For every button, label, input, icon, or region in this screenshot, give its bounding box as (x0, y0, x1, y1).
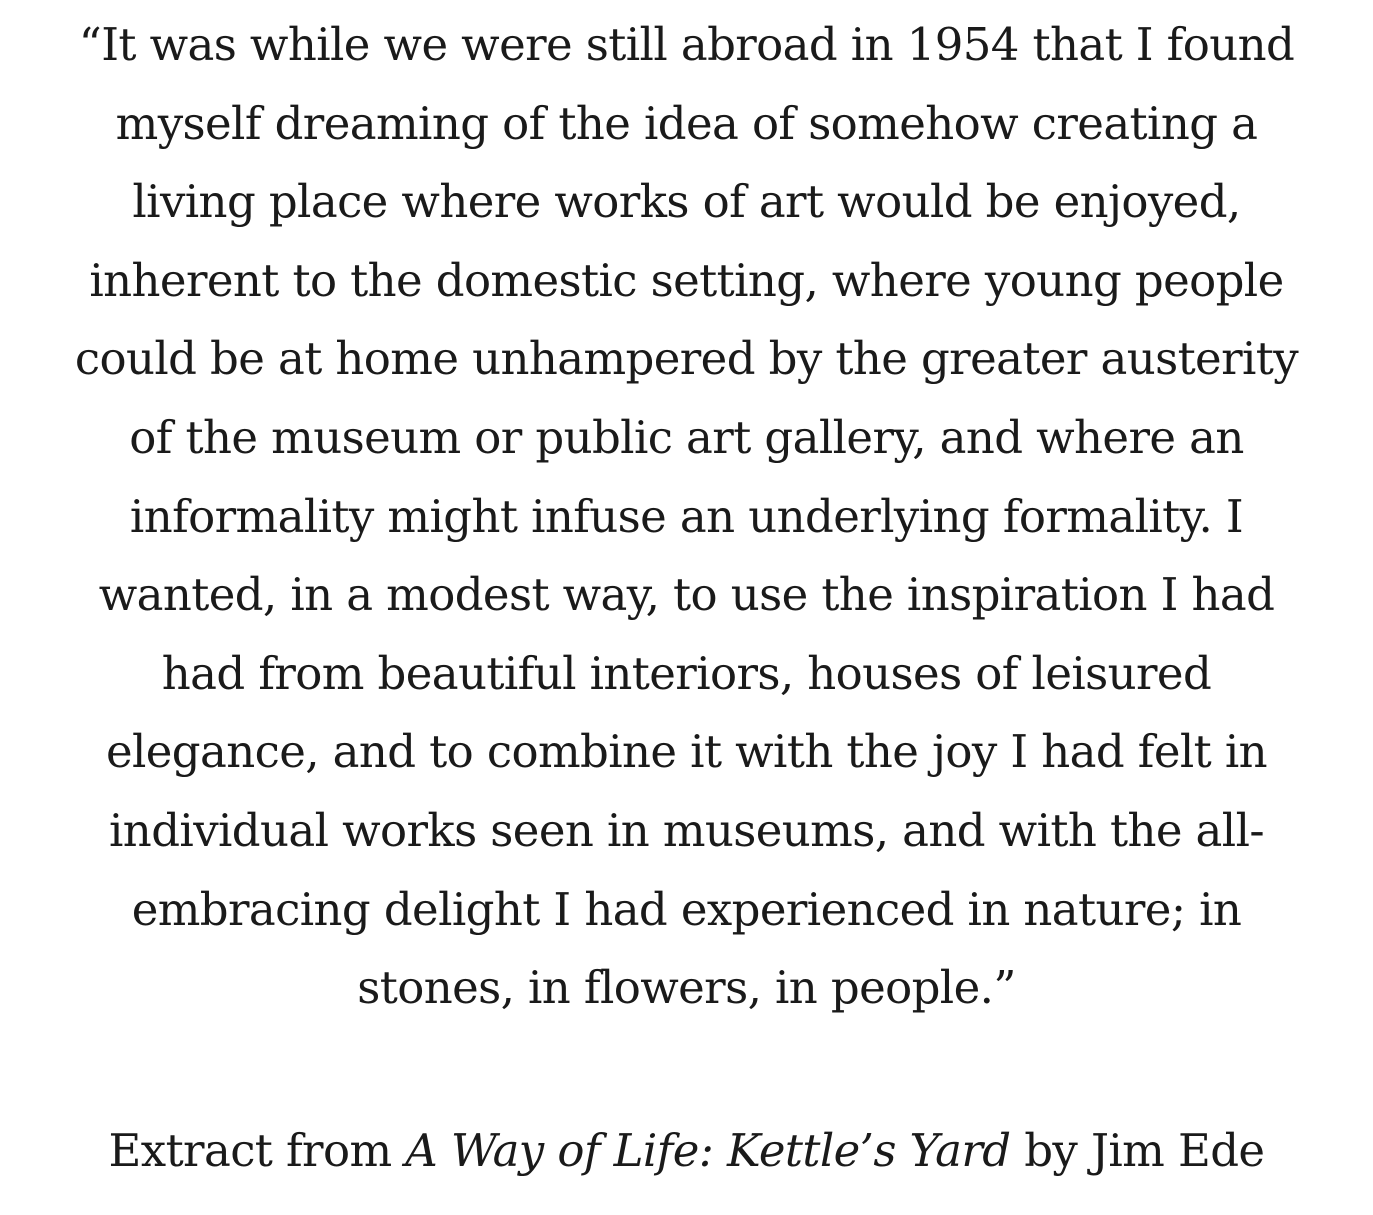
attribution (0, 1112, 1373, 1190)
quote-line: informality might infuse an underlying formality. I (129, 489, 1244, 543)
quote-line: embracing delight I had experienced in nature; in (131, 882, 1242, 936)
quote-line: living place where works of art would be enjoyed, (132, 175, 1241, 229)
attribution-prefix: Extract from (108, 1124, 406, 1177)
quote-line: had from beautiful interiors, houses of leisured (161, 646, 1212, 700)
quote-block (0, 6, 1373, 1028)
attribution-author: by Jim Ede (1010, 1124, 1265, 1177)
quote-line: could be at home unhampered by the greater austerity (74, 332, 1299, 386)
quote-line: wanted, in a modest way, to use the inspiration I had (98, 568, 1275, 622)
quote-line: stones, in flowers, in people.” (357, 961, 1016, 1015)
quote-line: individual works seen in museums, and with the all- (109, 803, 1264, 857)
book-title: A Way of Life: Kettle’s Yard (405, 1124, 1011, 1177)
quote-line: of the museum or public art gallery, and where an (129, 410, 1244, 464)
quote-line: inherent to the domestic setting, where young people (89, 253, 1284, 307)
quote-line: elegance, and to combine it with the joy I had felt in (105, 725, 1268, 779)
quote-line: “It was while we were still abroad in 1954 that I found (78, 18, 1295, 71)
quote-line: myself dreaming of the idea of somehow creating a (115, 96, 1258, 150)
